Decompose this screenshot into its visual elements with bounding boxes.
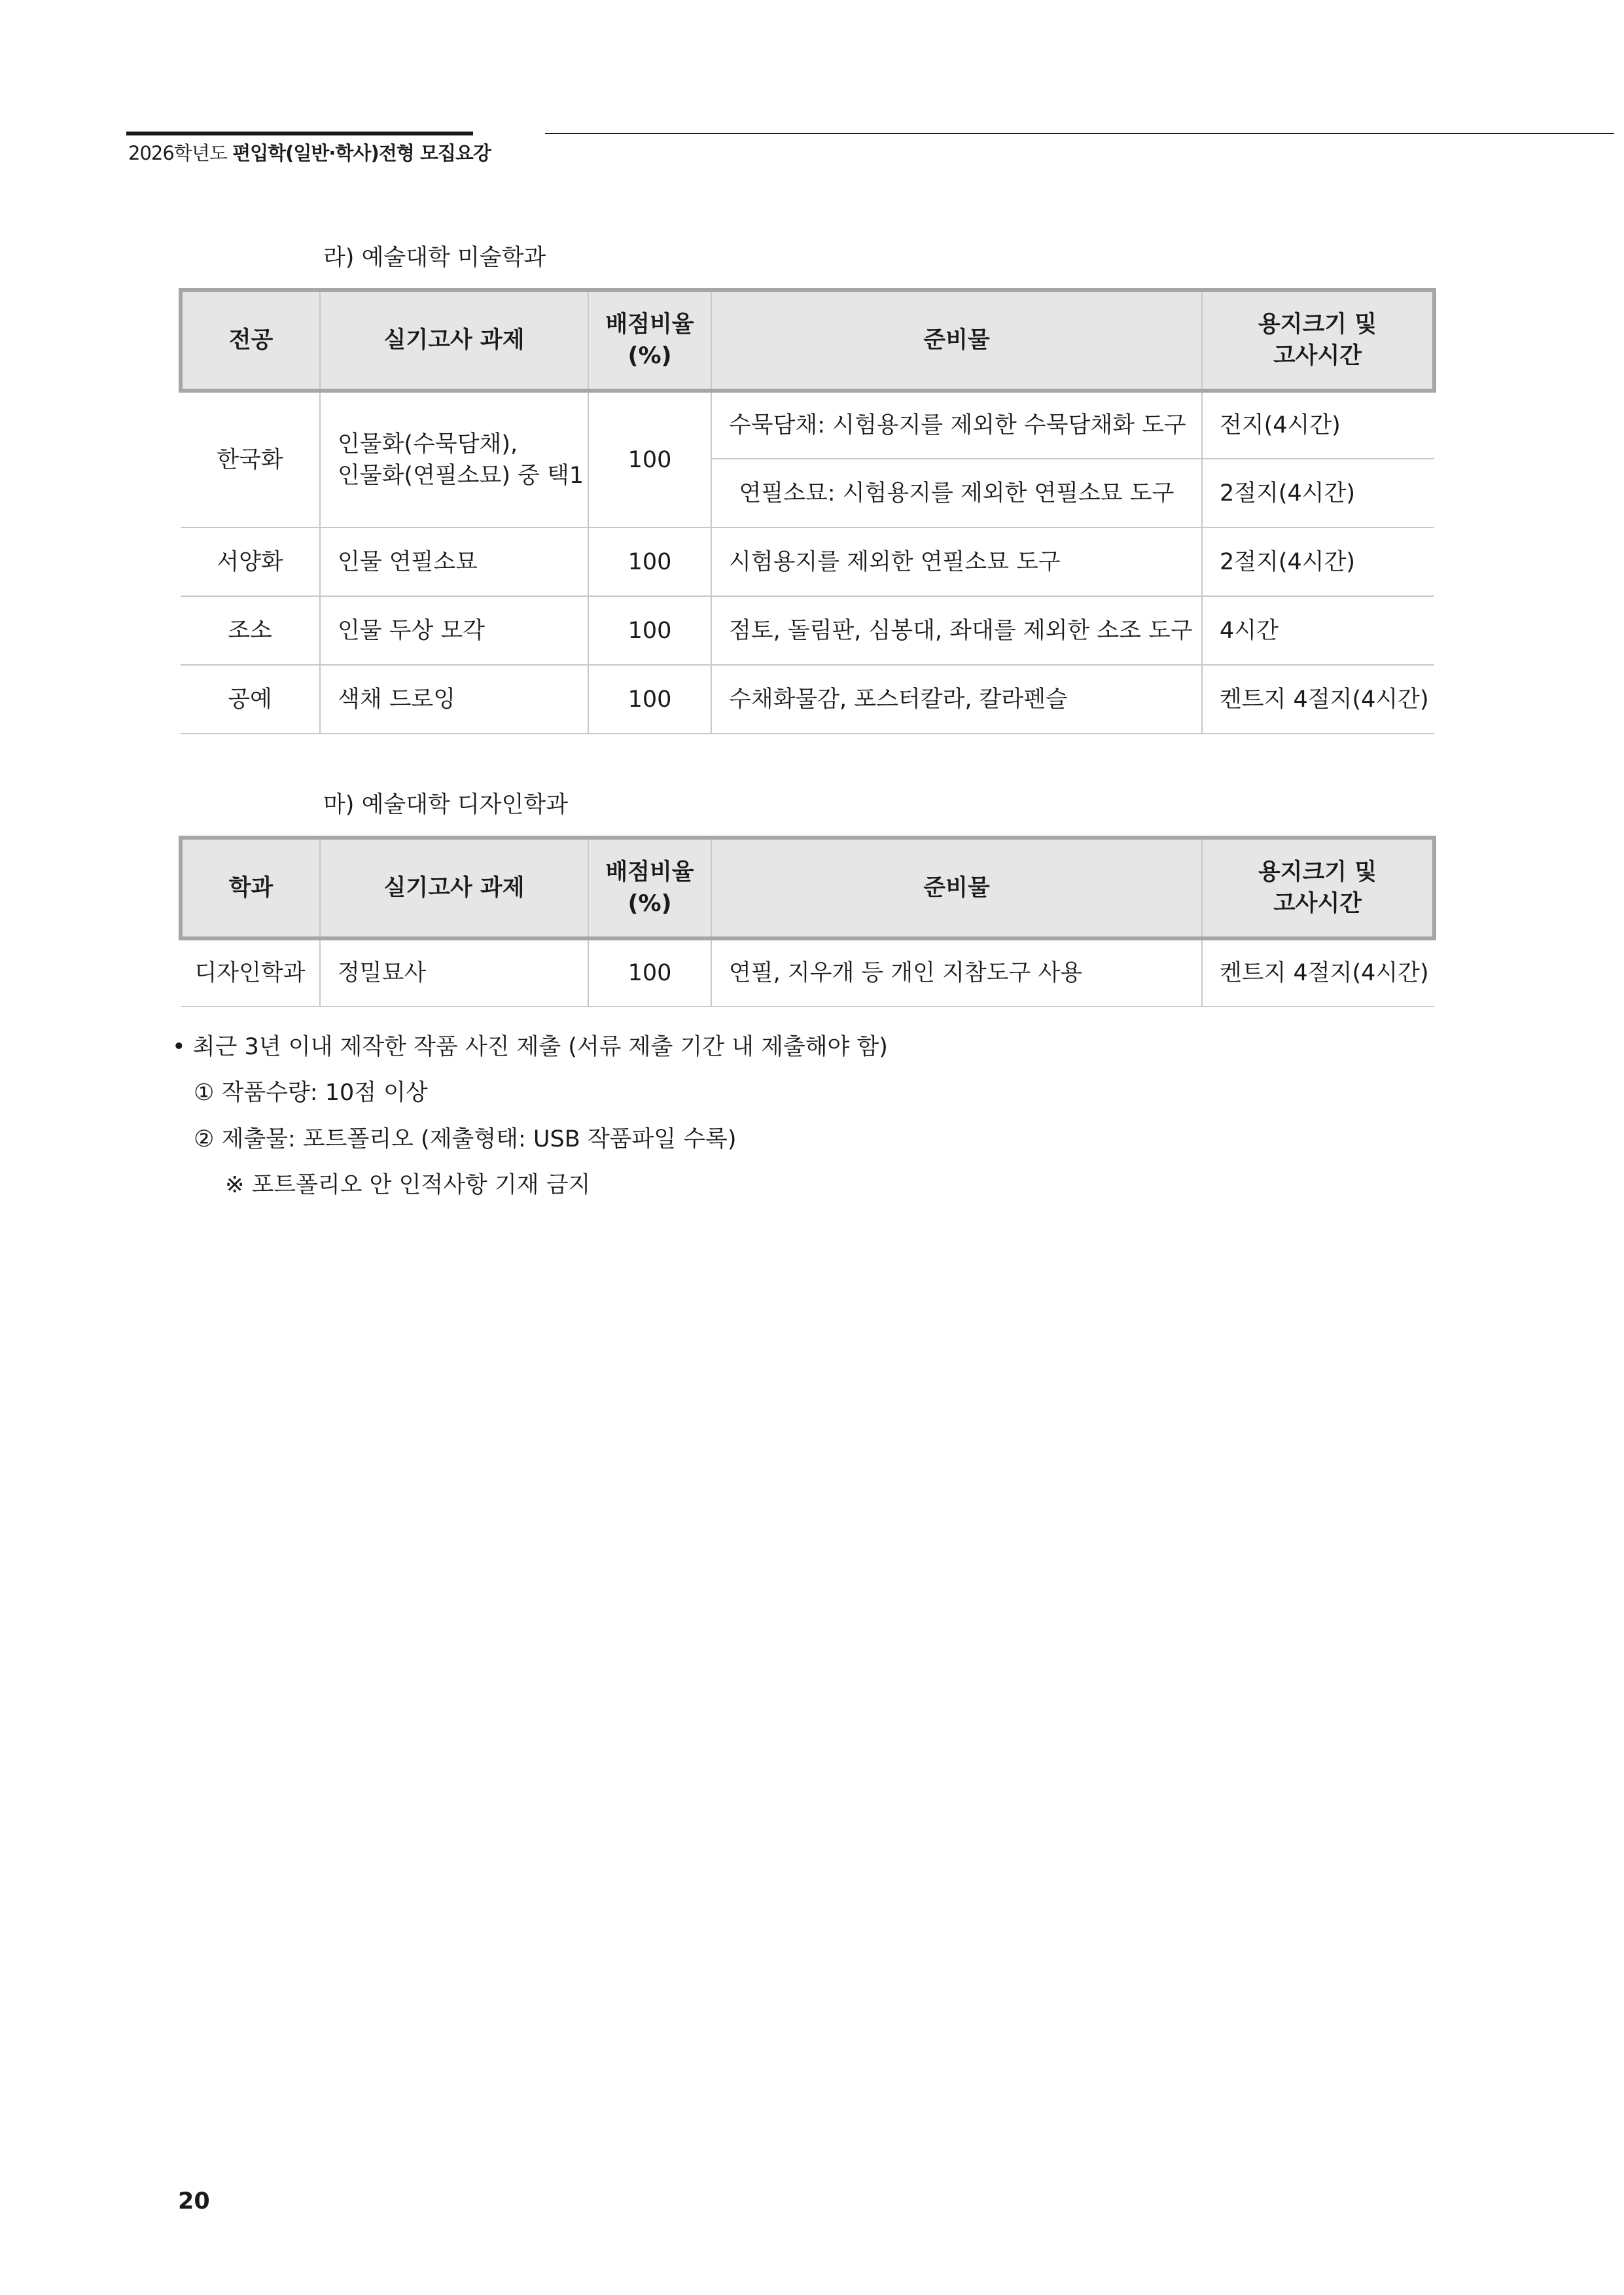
cell-ratio: 100 bbox=[588, 527, 711, 596]
art-department-table bbox=[179, 288, 1436, 734]
cell-prep: 수채화물감, 포스터칼라, 칼라펜슬 bbox=[711, 665, 1202, 734]
note-item-2 bbox=[194, 1124, 736, 1155]
cell-paper: 4시간 bbox=[1202, 596, 1434, 665]
cell-paper: 켄트지 4절지(4시간) bbox=[1202, 938, 1434, 1006]
table-header-row bbox=[181, 838, 1434, 938]
cell-paper: 켄트지 4절지(4시간) bbox=[1202, 665, 1434, 734]
header-year: 2026학년도 bbox=[128, 142, 227, 164]
section-caption-design: 마) 예술대학 디자인학과 bbox=[323, 792, 569, 818]
section-caption-art: 라) 예술대학 미술학과 bbox=[323, 245, 546, 271]
running-header bbox=[128, 140, 491, 166]
table-row bbox=[181, 596, 1434, 665]
page-number: 20 bbox=[178, 2188, 210, 2215]
header-rule-thick bbox=[126, 132, 473, 135]
cell-task: 인물화(수묵담채), 인물화(연필소묘) 중 택1 bbox=[320, 391, 588, 527]
item-2-text: 제출물: 포트폴리오 (제출형태: USB 작품파일 수록) bbox=[221, 1126, 737, 1152]
col-header-task: 실기고사 과제 bbox=[320, 838, 588, 938]
cell-paper: 2절지(4시간) bbox=[1202, 459, 1434, 527]
cell-ratio: 100 bbox=[588, 596, 711, 665]
cell-prep: 점토, 돌림판, 심봉대, 좌대를 제외한 소조 도구 bbox=[711, 596, 1202, 665]
warning-text: 포트폴리오 안 인적사항 기재 금지 bbox=[251, 1172, 591, 1198]
warning-mark: ※ bbox=[225, 1172, 245, 1198]
cell-dept: 디자인학과 bbox=[181, 938, 320, 1006]
note-warning bbox=[225, 1169, 590, 1201]
note-bullet bbox=[172, 1031, 888, 1063]
cell-paper: 전지(4시간) bbox=[1202, 391, 1434, 459]
table-row bbox=[181, 391, 1434, 459]
item-1-text: 작품수량: 10점 이상 bbox=[221, 1080, 428, 1106]
item-2-mark: ② bbox=[194, 1126, 215, 1152]
cell-prep: 시험용지를 제외한 연필소묘 도구 bbox=[711, 527, 1202, 596]
cell-paper: 2절지(4시간) bbox=[1202, 527, 1434, 596]
note-item-1 bbox=[194, 1077, 428, 1109]
table-row bbox=[181, 938, 1434, 1006]
cell-prep: 수묵담채: 시험용지를 제외한 수묵담채화 도구 bbox=[711, 391, 1202, 459]
bullet-mark: • bbox=[172, 1034, 186, 1060]
table-header-row bbox=[181, 290, 1434, 391]
cell-ratio: 100 bbox=[588, 665, 711, 734]
item-1-mark: ① bbox=[194, 1080, 215, 1106]
design-department-table bbox=[179, 836, 1436, 1007]
table-row bbox=[181, 527, 1434, 596]
cell-task: 색채 드로잉 bbox=[320, 665, 588, 734]
bullet-text: 최근 3년 이내 제작한 작품 사진 제출 (서류 제출 기간 내 제출해야 함) bbox=[192, 1034, 888, 1060]
cell-prep: 연필소묘: 시험용지를 제외한 연필소묘 도구 bbox=[711, 459, 1202, 527]
cell-major: 공예 bbox=[181, 665, 320, 734]
col-header-ratio: 배점비율 (%) bbox=[588, 290, 711, 391]
col-header-prep: 준비물 bbox=[711, 838, 1202, 938]
cell-task: 인물 연필소묘 bbox=[320, 527, 588, 596]
col-header-ratio: 배점비율 (%) bbox=[588, 838, 711, 938]
cell-major: 한국화 bbox=[181, 391, 320, 527]
col-header-major: 전공 bbox=[181, 290, 320, 391]
col-header-prep: 준비물 bbox=[711, 290, 1202, 391]
cell-task: 정밀묘사 bbox=[320, 938, 588, 1006]
col-header-paper-time: 용지크기 및 고사시간 bbox=[1202, 838, 1434, 938]
table-row bbox=[181, 665, 1434, 734]
cell-major: 서양화 bbox=[181, 527, 320, 596]
col-header-task: 실기고사 과제 bbox=[320, 290, 588, 391]
header-title: 편입학(일반·학사)전형 모집요강 bbox=[232, 142, 491, 164]
cell-ratio: 100 bbox=[588, 391, 711, 527]
cell-task: 인물 두상 모각 bbox=[320, 596, 588, 665]
col-header-paper-time: 용지크기 및 고사시간 bbox=[1202, 290, 1434, 391]
header-rule-thin bbox=[545, 133, 1614, 134]
col-header-dept: 학과 bbox=[181, 838, 320, 938]
cell-major: 조소 bbox=[181, 596, 320, 665]
cell-prep: 연필, 지우개 등 개인 지참도구 사용 bbox=[711, 938, 1202, 1006]
cell-ratio: 100 bbox=[588, 938, 711, 1006]
